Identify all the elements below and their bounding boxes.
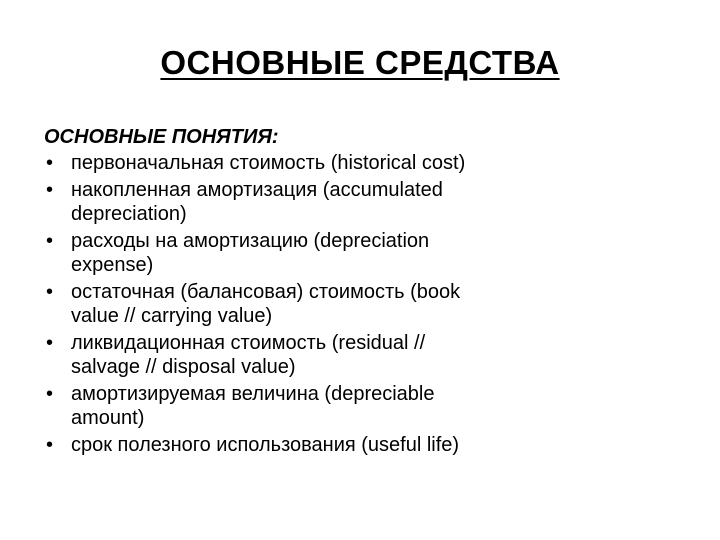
bullet-icon: • (46, 280, 54, 303)
list-item-text-continuation: depreciation) (71, 203, 187, 225)
list-item (44, 151, 684, 176)
list-item-text: амортизируемая величина (depreciable (71, 382, 435, 405)
list-item-text: расходы на амортизацию (depreciation (71, 229, 430, 252)
bullet-icon: • (46, 433, 54, 456)
bullet-icon: • (46, 331, 54, 354)
list-item-text: накопленная амортизация (accumulated (71, 178, 443, 201)
list-item (44, 280, 684, 329)
list-item-text: первоначальная стоимость (historical cost) (71, 152, 466, 174)
list-item-text-continuation: expense) (71, 254, 154, 276)
list-item (44, 178, 684, 227)
list-item (44, 433, 684, 458)
slide-subtitle: ОСНОВНЫЕ ПОНЯТИЯ: (44, 126, 279, 148)
list-item-text-continuation: value // carrying value) (71, 305, 273, 327)
slide-title: ОСНОВНЫЕ СРЕДСТВА (160, 44, 560, 81)
list-item-text-continuation: salvage // disposal value) (71, 356, 296, 378)
bullet-icon: • (46, 382, 54, 405)
list-item-text: остаточная (балансовая) стоимость (book (71, 280, 461, 303)
list-item-text-continuation: amount) (71, 407, 145, 429)
list-item (44, 382, 684, 431)
list-item-text: срок полезного использования (useful life) (71, 433, 460, 456)
concept-list (44, 151, 684, 459)
list-item (44, 229, 684, 278)
list-item-text: ликвидационная стоимость (residual // (71, 331, 426, 354)
list-item (44, 331, 684, 380)
bullet-icon: • (46, 152, 54, 174)
bullet-icon: • (46, 178, 54, 201)
bullet-icon: • (46, 229, 54, 252)
